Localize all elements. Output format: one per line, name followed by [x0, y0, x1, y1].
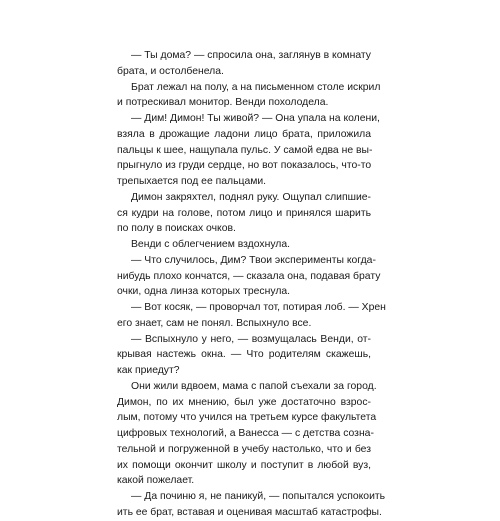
- text-line: очки, одна линза которых треснула.: [117, 286, 291, 298]
- book-page-text: [117, 48, 386, 521]
- text-line: крывая настежь окна. — Что родителям скажешь,: [117, 349, 371, 361]
- text-line: взяла в дрожащие ладони лицо брата, приложила: [117, 128, 371, 140]
- text-line: трепыхается под ее пальцами.: [117, 176, 267, 187]
- text-line: прыгнуло из груди сердце, но вот показалось, что-то: [117, 160, 372, 172]
- text-line: тельной и погруженной в учебу настолько, что и без: [117, 443, 371, 455]
- text-line: ить ее брат, вставая и оценивая масштаб катастрофы.: [117, 506, 382, 518]
- text-line: Димон, по их мнению, был уже достаточно взрос-: [117, 396, 371, 408]
- text-line: Димон закряхтел, поднял руку. Ощупал слипшие-: [131, 191, 371, 203]
- text-line: брата, и остолбенела.: [117, 65, 224, 77]
- text-line: как приедут?: [117, 365, 180, 376]
- text-line: какой пожелает.: [117, 475, 195, 487]
- text-line: ся кудри на голове, потом лицо и принялся шарить: [117, 207, 371, 219]
- text-line: Брат лежал на полу, а на письменном столе искрил: [131, 81, 381, 93]
- text-line: — Ты дома? — спросила она, заглянув в комнату: [131, 50, 371, 61]
- text-line: Венди с облегчением вздохнула.: [131, 239, 291, 250]
- text-line: лым, потому что учился на третьем курсе факультета: [117, 412, 377, 424]
- text-line: и потрескивал монитор. Венди похолодела.: [117, 97, 329, 109]
- text-line: по полу в поисках очков.: [117, 223, 236, 235]
- text-line: — Вспыхнуло у него, — возмущалась Венди, от-: [131, 333, 371, 345]
- text-line: пальцы к шее, нащупала пульс. У самой едва не вы-: [117, 144, 373, 156]
- text-line: цифровых технологий, а Ванесса — с детства созна-: [117, 428, 374, 439]
- text-line: нибудь плохо кончатся, — сказала она, подавая брату: [117, 270, 381, 282]
- text-line: — Дим! Димон! Ты живой? — Она упала на колени,: [131, 113, 380, 124]
- text-line: — Что случилось, Дим? Твои эксперименты когда-: [131, 254, 376, 266]
- text-line: Они жили вдвоем, мама с папой съехали за город.: [131, 380, 377, 392]
- text-line: — Да починю я, не паникуй, — попытался успокоить: [131, 491, 386, 502]
- text-line: — Вот косяк, — проворчал тот, потирая лоб. — Хрен: [131, 302, 386, 313]
- text-line: его знает, сам не понял. Вспыхнуло все.: [117, 317, 312, 329]
- text-line: их помощи окончит школу и поступит в любой вуз,: [117, 459, 371, 471]
